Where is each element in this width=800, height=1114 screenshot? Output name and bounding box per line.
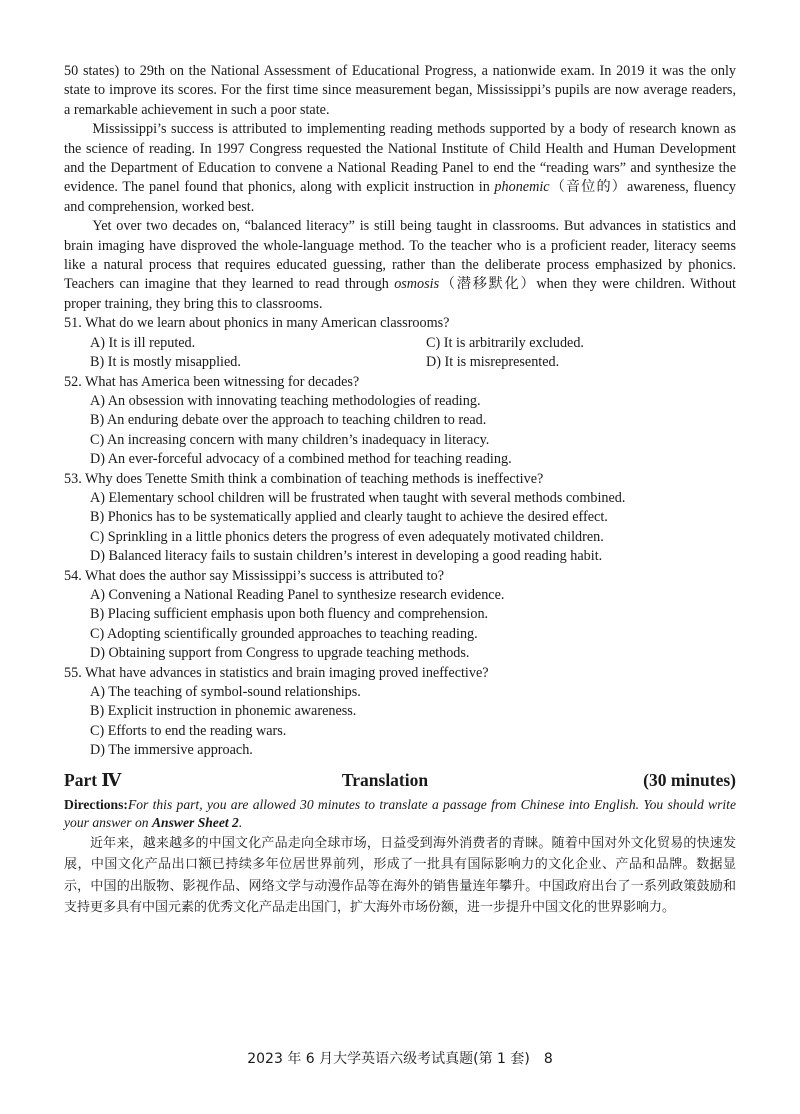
option-b[interactable]: B) Explicit instruction in phonemic awareness. xyxy=(90,703,357,720)
passage-text: （音位的）awareness, fluency and comprehension, worked best. xyxy=(64,179,736,215)
option-a[interactable]: A) An obsession with innovating teaching methodologies of reading. xyxy=(90,392,481,409)
part-label: Part Ⅳ xyxy=(64,769,122,790)
passage-term: phonemic xyxy=(494,179,550,196)
option-b[interactable]: B) Phonics has to be systematically applied and clearly taught to achieve the desired effect. xyxy=(90,509,608,526)
chinese-passage: 近年来，越来越多的中国文化产品走向全球市场，日益受到海外消费者的青睐。随着中国对外文化贸易的快速发展，中国文化产品出口额已持续多年位居世界前列，形成了一批具有国际影响力的文化企业、产品和品牌。数据显示，中国的出版物、影视作品、网络文学与动漫作品等在海外的销售量连年攀升。中国政府出台了一系列政策鼓励和支持更多具有中国元素的优秀文化产品走出国门，扩大海外市场份额，进一步提升中国文化的世界影响力。 xyxy=(64,835,736,916)
question-stem: 51. What do we learn about phonics in many American classrooms? xyxy=(64,315,450,332)
option-grid xyxy=(64,334,736,373)
question-53 xyxy=(64,470,736,567)
option-c[interactable]: C) Efforts to end the reading wars. xyxy=(90,722,287,739)
question-stem: 53. Why does Tenette Smith think a combination of teaching methods is ineffective? xyxy=(64,470,544,487)
question-55 xyxy=(64,664,736,761)
directions xyxy=(64,796,736,832)
passage-text: Mississippi’s success is attributed to implementing reading methods supported by a body of research known as the science of reading. In 1997 Congress requested the National Institute of Child Health and Human Development and the Department of Education to convene a National Reading Panel to end the “reading wars” and synthesize the evidence. The panel found that phonics, along with explicit instruction in xyxy=(64,121,736,196)
page-footer: 2023 年 6 月大学英语六级考试真题(第 1 套) 8 xyxy=(247,1051,553,1067)
option-a[interactable]: A) Elementary school children will be frustrated when taught with several methods combined. xyxy=(90,489,626,506)
part-heading xyxy=(64,770,736,791)
option-d[interactable]: D) Obtaining support from Congress to upgrade teaching methods. xyxy=(90,645,470,662)
option-c[interactable]: C) It is arbitrarily excluded. xyxy=(426,334,584,351)
option-d[interactable]: D) Balanced literacy fails to sustain children’s interest in developing a good reading habit. xyxy=(90,548,603,565)
option-c[interactable]: C) An increasing concern with many children’s inadequacy in literacy. xyxy=(90,431,490,448)
option-b[interactable]: B) An enduring debate over the approach to teaching children to read. xyxy=(90,412,487,429)
option-c[interactable]: C) Sprinkling in a little phonics deters the progress of even adequately motivated children. xyxy=(90,528,604,545)
option-d[interactable]: D) An ever-forceful advocacy of a combined method for teaching reading. xyxy=(90,451,512,468)
option-c[interactable]: C) Adopting scientifically grounded approaches to teaching reading. xyxy=(90,625,478,642)
option-d[interactable]: D) It is misrepresented. xyxy=(426,354,560,371)
passage-term: osmosis xyxy=(394,276,440,293)
passage-paragraph-1: 50 states) to 29th on the National Assessment of Educational Progress, a nationwide exam. In 2019 it was the only state to improve its scores. For the first time since measurement began, Mississippi’s pupils are now average readers, a remarkable achievement in such a poor state. xyxy=(64,63,736,118)
passage-text: Yet over two decades on, “balanced literacy” is still being taught in classrooms. But advances in statistics and brain imaging have disproved the whole-language method. To the teacher who is a proficient reader, literacy seems like a natural process that requires educated guessing, rather than the deliberate process emphasized by phonics. Teachers can imagine that they learned to read through xyxy=(64,218,736,293)
option-d[interactable]: D) The immersive approach. xyxy=(90,742,253,759)
part-time: (30 minutes) xyxy=(643,769,736,790)
question-stem: 55. What have advances in statistics and brain imaging proved ineffective? xyxy=(64,664,489,681)
directions-lead: Directions: xyxy=(64,796,128,812)
answer-sheet-label: Answer Sheet 2 xyxy=(151,814,239,830)
passage-paragraph-3 xyxy=(64,217,736,314)
directions-text: For this part, you are allowed 30 minutes to translate a passage from Chinese into English. You should write your answer on xyxy=(64,796,736,830)
question-54 xyxy=(64,567,736,664)
directions-text-end: . xyxy=(238,814,243,830)
passage-paragraph-2 xyxy=(64,120,736,217)
option-a[interactable]: A) Convening a National Reading Panel to synthesize research evidence. xyxy=(90,586,505,603)
question-stem: 54. What does the author say Mississippi’s success is attributed to? xyxy=(64,567,444,584)
part-title: Translation xyxy=(341,769,429,790)
question-52 xyxy=(64,373,736,470)
option-b[interactable]: B) It is mostly misapplied. xyxy=(90,354,241,371)
question-51 xyxy=(64,314,736,372)
option-b[interactable]: B) Placing sufficient emphasis upon both fluency and comprehension. xyxy=(90,606,489,623)
option-a[interactable]: A) The teaching of symbol-sound relationships. xyxy=(90,684,361,700)
page-content xyxy=(64,62,736,919)
passage-text: （潜移默化）when they were children. Without proper training, they bring this to classrooms. xyxy=(64,276,736,312)
question-stem: 52. What has America been witnessing for decades? xyxy=(64,373,360,390)
option-a[interactable]: A) It is ill reputed. xyxy=(90,334,196,351)
